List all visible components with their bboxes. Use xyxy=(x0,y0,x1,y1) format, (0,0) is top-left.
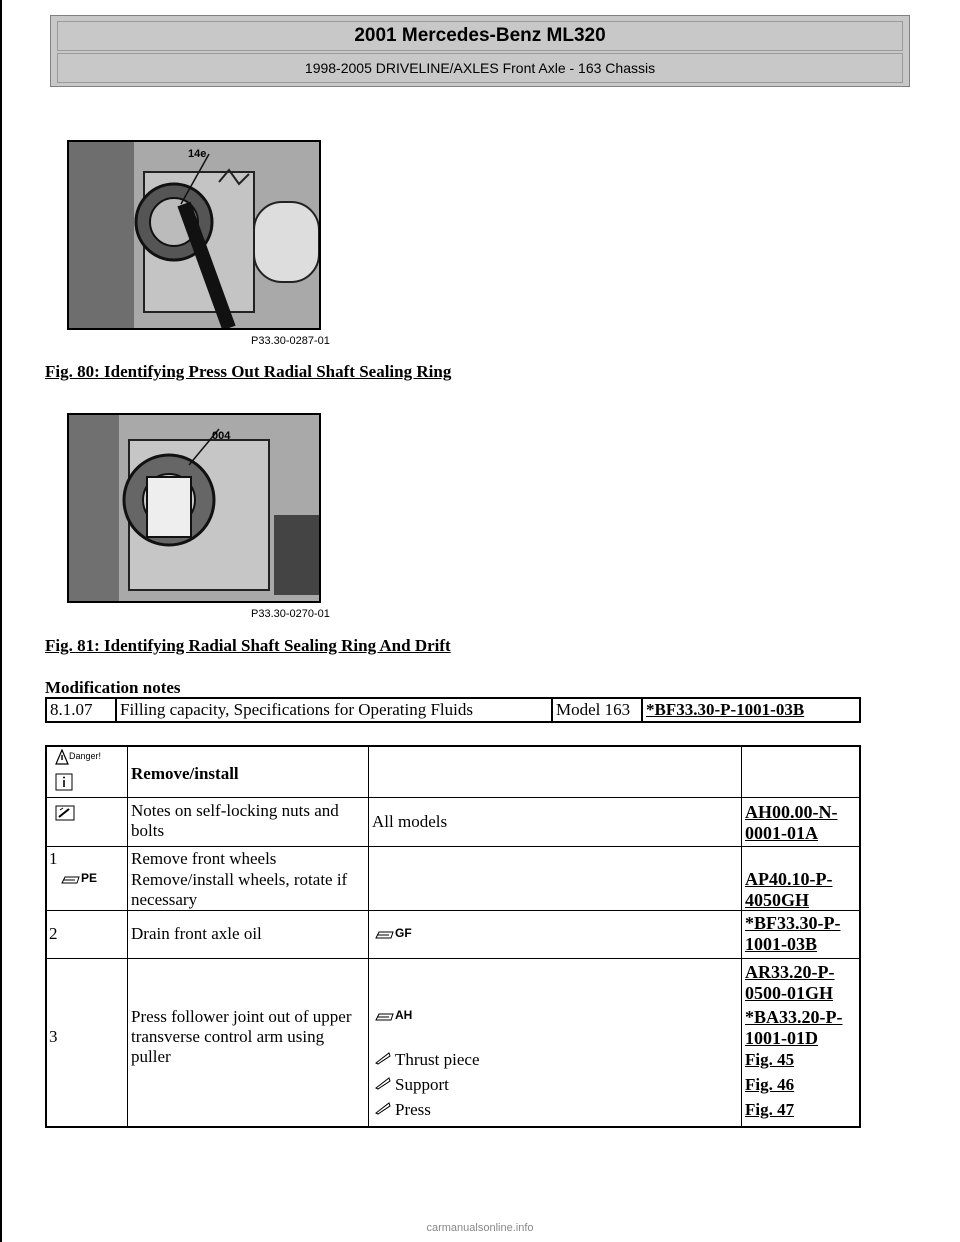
notes-ref-link-line2[interactable]: 0001-01A xyxy=(745,823,818,843)
step-2-text: Drain front axle oil xyxy=(131,924,262,943)
step-3-tool-label: Thrust piece xyxy=(395,1050,480,1069)
figure-80-code: P33.30-0287-01 xyxy=(251,335,330,347)
figure-81-caption: Fig. 81: Identifying Radial Shaft Sealing Ring And Drift xyxy=(45,636,451,655)
step-2-ref-link-line2[interactable]: 1001-03B xyxy=(745,934,817,954)
page-header xyxy=(50,15,910,87)
step-3-tool-fig-link[interactable]: Fig. 45 xyxy=(745,1050,795,1069)
table-row xyxy=(46,698,860,722)
step-3-number: 3 xyxy=(49,1027,58,1046)
step-3-ref1-link-line1[interactable]: AR33.20-P- xyxy=(745,962,835,982)
mod-model: Model 163 xyxy=(552,698,642,722)
step-3-ref2-link-line1[interactable]: *BA33.20-P- xyxy=(745,1007,843,1027)
figure-81-code: P33.30-0270-01 xyxy=(251,608,330,620)
figure-80-caption: Fig. 80: Identifying Press Out Radial Shaft Sealing Ring xyxy=(45,362,452,381)
step-3-ref2-link-line2[interactable]: 1001-01D xyxy=(745,1028,818,1048)
figure-80-callout: 14e xyxy=(188,148,207,160)
step-3-tool-fig-link[interactable]: Fig. 46 xyxy=(745,1075,795,1094)
document-subtitle: 1998-2005 DRIVELINE/AXLES Front Axle - 163 Chassis xyxy=(57,53,903,83)
mod-date: 8.1.07 xyxy=(46,698,116,722)
step-3-tool-label: Support xyxy=(395,1075,449,1094)
notes-self-locking-text: Notes on self-locking nuts and bolts xyxy=(131,801,339,840)
step-1-number: 1 xyxy=(49,849,58,868)
modification-notes-heading: Modification notes xyxy=(45,678,181,697)
watermark-footer: carmanualsonline.info xyxy=(426,1222,534,1234)
figure-81-callout: 004 xyxy=(212,430,231,442)
bolt-icon xyxy=(55,805,75,821)
step-3-icon-label: AH xyxy=(395,1008,413,1022)
tool-pointer-icon xyxy=(375,1076,391,1090)
document-title: 2001 Mercedes-Benz ML320 xyxy=(57,21,903,51)
step-1-icon-label: PE xyxy=(81,871,98,885)
mod-description: Filling capacity, Specifications for Operating Fluids xyxy=(116,698,552,722)
notes-scope: All models xyxy=(372,812,448,831)
step-3-tool-label: Press xyxy=(395,1100,431,1119)
tool-pointer-icon xyxy=(375,1051,391,1065)
mod-reference-link[interactable]: *BF33.30-P-1001-03B xyxy=(642,698,860,722)
step-2-ref-link-line1[interactable]: *BF33.30-P- xyxy=(745,913,841,933)
procedure-table xyxy=(45,745,861,1128)
figure-80-image xyxy=(67,140,321,330)
step-3-ref1-link-line2[interactable]: 0500-01GH xyxy=(745,983,833,1003)
figure-81-image xyxy=(67,413,321,603)
step-3-text: Press follower joint out of upper transverse control arm using puller xyxy=(131,1007,352,1066)
figure-81-drawing xyxy=(69,415,319,601)
modification-table xyxy=(45,697,861,723)
step-3-tool-fig-link[interactable]: Fig. 47 xyxy=(745,1100,795,1119)
tool-pointer-icon xyxy=(375,1101,391,1115)
step-1-ref-link-line1[interactable]: AP40.10-P- xyxy=(745,869,833,889)
remove-install-header: Remove/install xyxy=(131,764,239,783)
danger-label: Danger! xyxy=(69,751,102,761)
step-1-ref-link-line2[interactable]: 4050GH xyxy=(745,890,810,910)
info-icon xyxy=(55,773,73,791)
page-left-rule xyxy=(0,0,2,1242)
figure-80-drawing xyxy=(69,142,319,328)
notes-ref-link-line1[interactable]: AH00.00-N- xyxy=(745,802,838,822)
step-1-subtext: Remove/install wheels, rotate if necessary xyxy=(131,870,348,909)
step-2-number: 2 xyxy=(49,924,58,943)
step-2-icon-label: GF xyxy=(395,926,412,940)
step-1-text: Remove front wheels xyxy=(131,849,277,868)
